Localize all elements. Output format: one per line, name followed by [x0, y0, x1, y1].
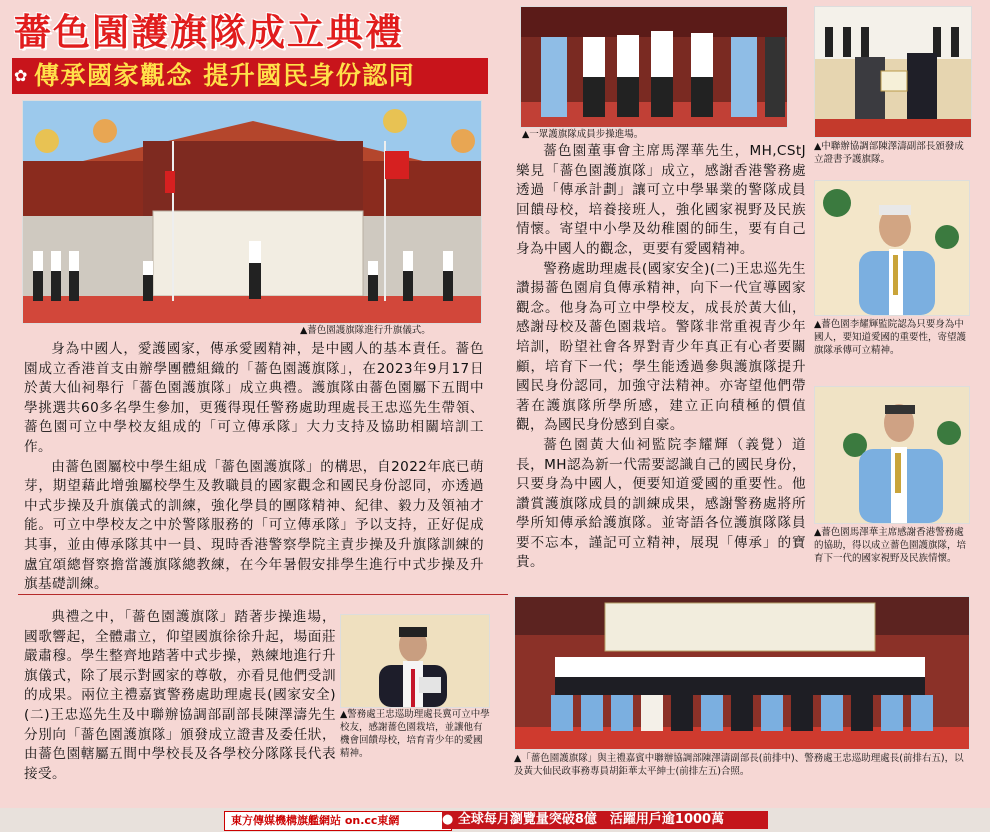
- photo-abbot-speaker-caption: ▲薔色園李耀輝監院認為只要身為中國人，要知道愛國的重要性，寄望護旗隊承傳可立精神。: [814, 319, 967, 356]
- main-photo-flag-raising: [22, 100, 482, 324]
- article-left-column: [24, 340, 484, 595]
- article-paragraph-chairman: 薔色園董事會主席馬澤華先生，MH,CStJ樂見「薔色園護旗隊」成立，感謝香港警務處透過「傳承計劃」讓可立中學畢業的警隊成員回饋母校，培養接班人，強化國家視野及民族情懷。寄望中小學及幼稚園的師生，要有自己身為中國人的觀念，更要有愛國精神。: [516, 143, 806, 257]
- article-paragraph-police: 警務處助理處長(國家安全)(二)王忠巡先生讚揚薔色園肩負傳承精神，向下一代宣導國家觀念。他身為可立中學校友，成長於黃大仙，感謝母校及薔色園栽培。警隊非常重視青少年培訓，盼望社會各界對青少年真正有心者要關顧，培育下一代；學生能透過參與護旗隊提升國民身份認同，加強守法精神。亦寄望他們帶著在護旗隊所學所感，建立正向積極的價值觀，為國民身份感到自豪。: [516, 260, 806, 434]
- page-subtitle: 傳承國家觀念 提升國民身份認同: [34, 61, 416, 90]
- photo-march-in: [520, 6, 788, 128]
- photo-certificate: [814, 6, 972, 138]
- article-paragraph-1: 身為中國人，愛護國家，傳承愛國精神，是中國人的基本責任。薔色園成立香港首支由辦學團體組織的「薔色園護旗隊」，在2023年9月17日於黃大仙祠舉行「薔色園護旗隊」成立典禮。護旗隊由薔色園屬下五間中學挑選共60多名學生參加，更獲得現任警務處助理處長王忠巡先生帶領、薔色園可立中學校友組成的「可立傳承隊」大力支持及協助相關培訓工作。: [24, 341, 484, 455]
- article-paragraph-ceremony: 典禮之中，「薔色園護旗隊」踏著步操進場，國歌響起，全體肅立，仰望國旗徐徐升起，場面莊嚴肅穆。學生整齊地踏著中式步操，熟練地進行升旗儀式，除了展示對國家的尊敬，亦看見他們受訓的成果。兩位主禮嘉賓警務處助理處長(國家安全)(二)王忠巡先生及中聯辦協調部副部長陳澤濤先生分別向「薔色園護旗隊」頒發成立證書及委任狀，由薔色園轄屬五間中學校長及各學校分隊隊長代表接受。: [24, 609, 336, 782]
- main-photo-caption: ▲薔色園護旗隊進行升旗儀式。: [300, 325, 431, 336]
- section-divider: [18, 594, 508, 595]
- photo-police-speaker: [340, 614, 490, 708]
- photo-abbot-speaker: [814, 180, 970, 316]
- article-bottom-left: [24, 608, 336, 784]
- article-right-column: [516, 142, 806, 573]
- photo-police-speaker-caption: ▲警務處王忠巡助理處長冀可立中學校友，感謝薔色園栽培，並讓他有機會回饋母校，培育青少年的愛國精神。: [340, 709, 490, 759]
- photo-march-in-caption: ▲一眾護旗隊成員步操進場。: [522, 129, 644, 140]
- photo-chairman-speaker: [814, 386, 970, 524]
- article-paragraph-abbot: 薔色園黃大仙祠監院李耀輝（義覺）道長，MH認為新一代需要認識自己的國民身份，只要身為中國人，便要知道愛國的重要性。他讚賞護旗隊成員的訓練成果，感謝警務處將所學所知傳承給護旗隊。並寄語各位護旗隊隊員要不忘本，謹記可立精神，展現「傳承」的寶貴。: [516, 436, 806, 571]
- article-paragraph-2: 由薔色園屬校中學生組成「薔色園護旗隊」的構思，自2022年底已萌芽，期望藉此增強屬校學生及教職員的國家觀念和國民身份認同，亦透過中式步操及升旗儀式的訓練，強化學員的團隊精神、紀律、毅力及領袖才能。可立中學校友之中於警隊服務的「可立傳承隊」予以支持，正好促成其事，並由傳承隊其中一員、現時香港警察學院主責步操及升旗隊訓練的盧宜頌總督察擔當護旗隊總教練，在今年暑假安排學生進行中式步操及升旗基礎訓練。: [24, 458, 484, 593]
- page-title: 薔色園護旗隊成立典禮: [14, 11, 404, 54]
- photo-chairman-speaker-caption: ▲薔色園馬澤華主席感謝香港警務處的協助，得以成立薔色園護旗隊，培育下一代的國家視野及民族情懷。: [814, 527, 967, 564]
- flower-icon: ✿: [14, 66, 28, 85]
- photo-certificate-caption: ▲中聯辦協調部陳澤濤副部長頒發成立證書予護旗隊。: [814, 141, 964, 165]
- footer-stat: ● 全球每月瀏覽量突破8億 活躍用戶逾1000萬: [442, 811, 768, 829]
- group-photo: [514, 596, 970, 750]
- footer-brand: 東方傳媒機構旗艦網站 on.cc東網: [224, 811, 452, 831]
- group-photo-caption: ▲「薔色園護旗隊」與主禮嘉賓中聯辦協調部陳澤濤副部長(前排中)、警務處王忠巡助理處長(前排右五)，以及黃大仙民政事務專員胡鉅華太平紳士(前排左五)合照。: [514, 753, 964, 777]
